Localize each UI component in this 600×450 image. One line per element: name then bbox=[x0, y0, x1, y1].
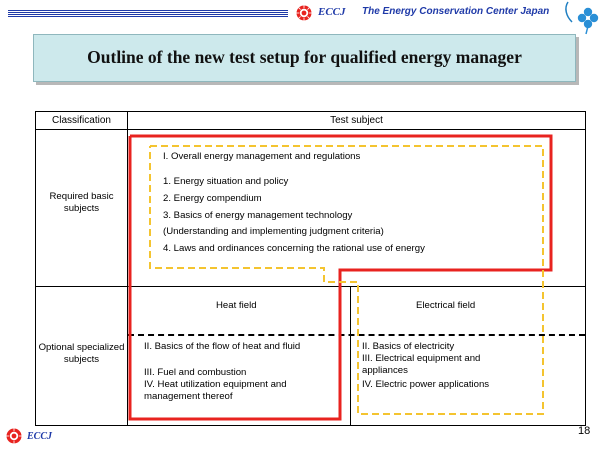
required-item-1: 1. Energy situation and policy bbox=[163, 176, 289, 187]
required-subjects-label: Required basic subjects bbox=[49, 191, 114, 214]
heat-item-1: II. Basics of the flow of heat and fluid bbox=[144, 341, 301, 352]
classification-header: Classification bbox=[52, 115, 111, 126]
classification-column-divider bbox=[127, 112, 128, 425]
header-stripe bbox=[8, 9, 288, 17]
required-item-3-note: (Understanding and implementing judgment criteria) bbox=[163, 226, 384, 237]
footer-eccj-logo-text: ECCJ bbox=[27, 431, 53, 442]
heat-item-2: III. Fuel and combustion bbox=[144, 367, 247, 378]
field-title-divider bbox=[128, 334, 585, 336]
test-subject-header: Test subject bbox=[330, 115, 383, 126]
header-divider bbox=[36, 129, 585, 130]
required-optional-divider bbox=[36, 286, 585, 287]
required-intro: I. Overall energy management and regulations bbox=[163, 151, 361, 162]
heat-electrical-divider bbox=[350, 286, 351, 425]
electrical-item-2: III. Electrical equipment and appliances bbox=[362, 353, 481, 376]
eccj-logo-icon bbox=[296, 5, 312, 21]
header-eccj-logo-text: ECCJ bbox=[318, 6, 346, 18]
test-subject-table bbox=[35, 111, 586, 426]
clover-icon bbox=[560, 0, 600, 36]
required-item-3: 3. Basics of energy management technology bbox=[163, 210, 353, 221]
header-org-name: The Energy Conservation Center Japan bbox=[362, 6, 550, 17]
heat-item-3: IV. Heat utilization equipment and management thereof bbox=[144, 379, 287, 402]
required-item-2: 2. Energy compendium bbox=[163, 193, 262, 204]
title-banner bbox=[33, 34, 576, 82]
page-title: Outline of the new test setup for qualified energy manager bbox=[87, 47, 522, 67]
electrical-item-3: IV. Electric power applications bbox=[362, 379, 490, 390]
electrical-item-1: II. Basics of electricity bbox=[362, 341, 455, 352]
electrical-field-title: Electrical field bbox=[416, 300, 476, 311]
heat-field-title: Heat field bbox=[216, 300, 257, 311]
required-item-4: 4. Laws and ordinances concerning the rational use of energy bbox=[163, 243, 425, 254]
footer-eccj-logo-icon bbox=[6, 428, 22, 444]
optional-subjects-label: Optional specialized subjects bbox=[38, 342, 125, 365]
page-number: 18 bbox=[578, 425, 591, 437]
